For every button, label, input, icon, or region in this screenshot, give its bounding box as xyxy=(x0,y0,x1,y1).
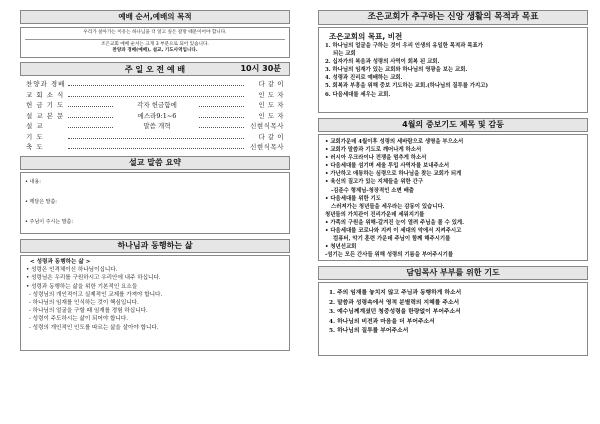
missionary-item: 3. 예수님께계셨던 청중성령을 한량없이 부어주소서 xyxy=(329,309,461,316)
order-title: 예배 순서,예배의 목적 xyxy=(20,10,290,24)
purpose-line-2: 조은교회 예배 순서는 크게 3 부분으로 되어 있습니다. xyxy=(101,41,209,47)
walk-item: - 하나님의 임재를 인식하는 것이 핵심입니다. xyxy=(29,300,139,307)
vision-item: 2. 십자가의 복음과 성령의 사역이 회복 된 교회. xyxy=(325,59,440,66)
order-row: 설 교 말씀 개혁 신현식목사 xyxy=(26,122,284,131)
missionary-item: 4. 하나님의 비전과 마음을 더 부어주소서 xyxy=(329,318,435,325)
prayer-item: • 다음세대를 섬기며 세울 투입 사역자를 보내주소서 xyxy=(325,163,450,170)
walk-box xyxy=(20,255,290,351)
missionary-item: 2. 말씀과 성령속에서 영적 분별력의 지혜를 주소서 xyxy=(329,299,460,306)
goal-title: 조은교회가 추구하는 신앙 생활의 목적과 목표 xyxy=(318,10,588,25)
walk-item: - 성령님의 개인적이고 실제적인 교제를 가져야 합니다. xyxy=(29,291,163,298)
order-row: 기 도 다 같 이 xyxy=(26,132,284,141)
prayer-item: • 다음세대를 코로나와 지켜 이 세대의 악에서 지켜주시고 xyxy=(325,228,462,235)
prayer-title: 4월의 중보기도 제목 및 감동 xyxy=(318,118,588,132)
sermon-lord-word-field[interactable]: • 주님이 주시는 말씀: xyxy=(25,219,74,225)
sermon-box xyxy=(20,172,290,234)
order-list xyxy=(20,79,290,153)
purpose-line-1: 우리가 살아가는 이유는 하나님을 더 알고 싶은 갈망 때문이어야 합니다. xyxy=(83,30,227,35)
walk-item: • 성령은 인격체이신 하나님이십니다. xyxy=(26,267,118,274)
vision-item: 6. 다음세대를 세우는 교회. xyxy=(325,91,391,98)
missionary-item: 1. 주의 임재를 놓치지 않고 주님과 동행하게 하소서 xyxy=(329,290,462,296)
prayer-item: • 가족의 구원을 위해-갈겨진 눈이 열려 주님을 볼 수 있게. xyxy=(325,219,465,226)
prayer-item: -김준수 형제님-청장적인 소변 배출 xyxy=(331,187,415,194)
prayer-item: -섬기는 모든 간사들 위해 성령의 기름을 부어주시기를 xyxy=(325,252,454,259)
walk-item: - 성령의 개인적인 인도를 따르는 삶을 살아야 합니다. xyxy=(29,324,159,331)
sermon-title: 설교 말씀 요약 xyxy=(20,156,290,170)
prayer-item: • 다음세대를 위한 기도 xyxy=(325,195,381,202)
walk-item: - 성령이 주도하시는 삶이 되어야 합니다. xyxy=(29,316,129,323)
vision-item: 1. 하나님의 얼굴을 구하는 것이 우리 인생의 유일한 목적과 목표가 xyxy=(325,43,483,49)
order-row: 헌 금 기 도 각자 헌금함에 인 도 자 xyxy=(26,101,284,110)
missionary-item: 5. 하나님의 질투를 부어주소서 xyxy=(329,328,409,335)
vision-item: 4. 성령과 진리로 예배하는 교회. xyxy=(325,75,403,82)
prayer-item: • 교회가운데 4월이후 성령의 세바람으로 생명을 부으소서 xyxy=(325,139,464,145)
left-column xyxy=(20,10,290,351)
service-time: 10시 30분 xyxy=(240,63,281,73)
prayer-box xyxy=(318,134,588,261)
walk-item: • 성령과 동행하는 삶을 위한 기본적인 요소들 xyxy=(26,283,138,290)
prayer-item: • 교회가 말씀과 기도로 깨어나게 하소서 xyxy=(325,147,422,154)
missionary-box xyxy=(318,282,588,356)
order-row: 축 도 신현식목사 xyxy=(26,143,284,152)
vision-box xyxy=(318,27,588,113)
vision-title: 조은교회의 목표, 비전 xyxy=(329,32,403,41)
sermon-realization-field[interactable]: • 깨달은 말씀: xyxy=(25,199,57,205)
prayer-item: 컴퓨터, 악기 훈련 가운데 주님이 함께 해주시기를 xyxy=(333,236,451,243)
vision-item: 되는 교회 xyxy=(333,51,356,58)
walk-title: 하나님과 동행하는 삶 xyxy=(20,239,290,253)
vision-item: 3. 하나님의 임재가 있는 교회와 하나님의 영광을 보는 교회. xyxy=(325,67,468,74)
service-title: 주 일 오 전 예 배 xyxy=(124,63,186,74)
order-row: 교 회 소 식 인 도 자 xyxy=(26,90,284,99)
purpose-line-3: 찬양과 경배(예배), 설교, 기도사역입니다. xyxy=(112,48,198,53)
walk-subtitle: < 성령과 동행하는 삶 > xyxy=(30,259,91,265)
vision-item: 5. 회복과 부흥을 위해 중보 기도하는 교회.(하나님의 질투를 가지고) xyxy=(325,83,489,90)
prayer-item: 청년들의 가치관이 진리가운데 세워지기를 xyxy=(325,211,425,218)
right-column xyxy=(318,10,588,356)
missionary-title: 담임목사 부부를 위한 기도 xyxy=(318,266,588,280)
prayer-item: • 가난하고 애통하는 심령으로 하나님을 찾는 교회가 되게 xyxy=(325,171,462,178)
order-row: 찬양과 경배 다 같 이 xyxy=(26,80,284,89)
order-row: 설 교 본 문 에스라9:1~6 인 도 자 xyxy=(26,111,284,120)
walk-item: • 성령님은 우리를 구원하시고 우리안에 내주 하십니다. xyxy=(26,275,161,282)
prayer-item: • 청년선교회 xyxy=(325,244,357,251)
walk-item: - 하나님의 얼굴을 구할 때 임재를 경험 하십니다. xyxy=(29,308,148,315)
prayer-item: 스러져가는 청년들을 세우라는 감동이 있습니다. xyxy=(331,203,445,210)
prayer-item: • 육신의 질고가 있는 지체들을 위한 간구 xyxy=(325,179,424,186)
sermon-content-field[interactable]: • 내용: xyxy=(25,179,41,185)
purpose-box xyxy=(20,27,290,58)
prayer-item: • 러시아 우크라이나 전쟁을 멈추게 하소서 xyxy=(325,155,427,162)
service-header xyxy=(20,62,290,76)
